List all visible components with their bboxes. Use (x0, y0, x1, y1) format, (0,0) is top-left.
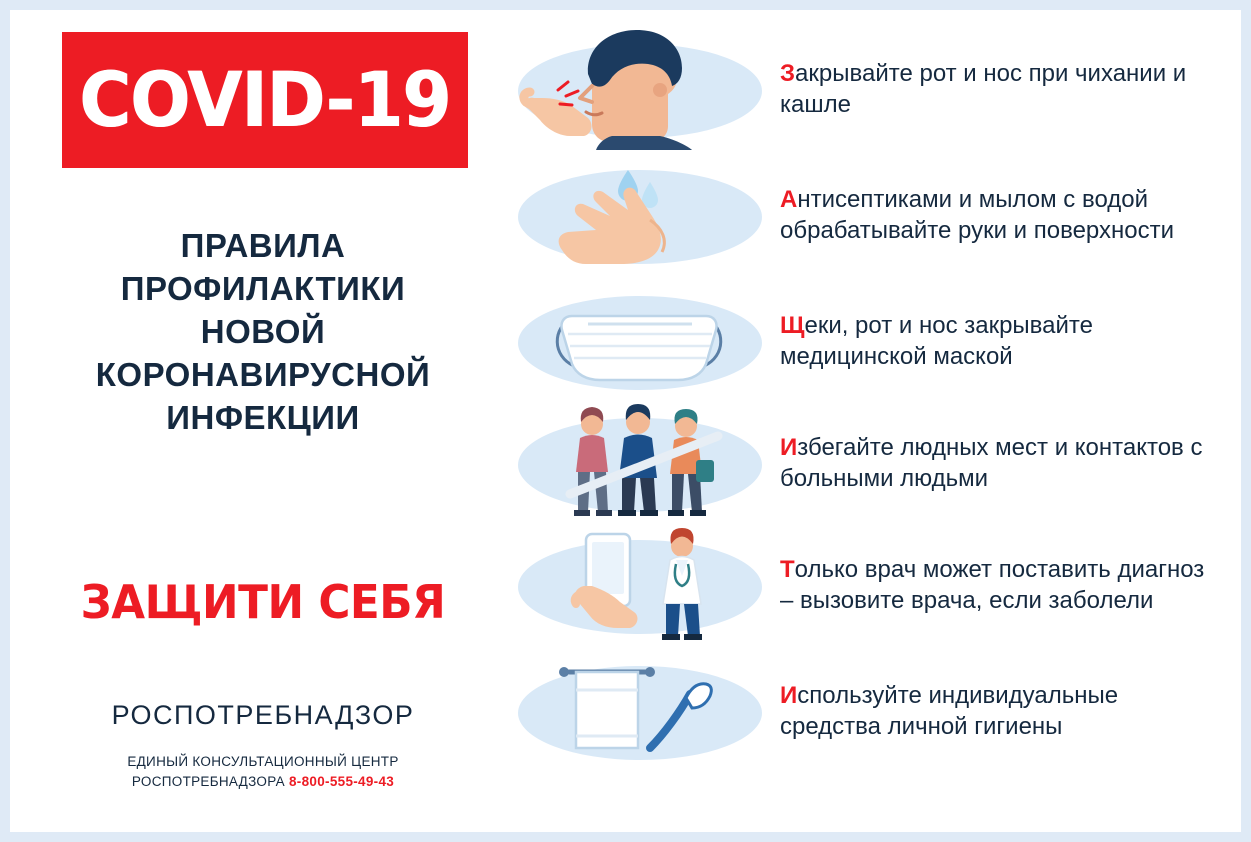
avoid-crowds-icon (500, 402, 780, 524)
sneeze-cough-icon (500, 28, 780, 150)
rule-text (780, 184, 1220, 246)
rule-lead-letter: З (780, 59, 796, 87)
list-item (500, 650, 1220, 772)
rule-body: еки, рот и нос закрывайте медицинской маской (780, 311, 1093, 370)
rule-body: нтисептиками и мылом с водой обрабатывайте руки и поверхности (780, 185, 1174, 244)
rule-lead-letter: И (780, 433, 798, 461)
medical-mask-icon (500, 280, 780, 402)
rule-body: акрывайте рот и нос при чихании и кашле (780, 59, 1187, 118)
hand-wash-illustration (500, 154, 780, 276)
list-item (500, 28, 1220, 150)
rule-body: олько врач может поставить диагноз – вызовите врача, если заболели (780, 555, 1205, 614)
call-doctor-icon (500, 524, 780, 646)
prevention-rules-list (500, 10, 1220, 742)
headline-line-2: ПРОФИЛАКТИКИ (120, 269, 406, 307)
contact-line-1: ЕДИНЫЙ КОНСУЛЬТАЦИОННЫЙ ЦЕНТР (127, 754, 399, 769)
contact-org: РОСПОТРЕБНАДЗОРА (131, 773, 285, 789)
call-doctor-illustration (500, 524, 780, 646)
rule-text (780, 432, 1220, 494)
rule-lead-letter: И (780, 681, 798, 709)
contact-block (38, 752, 488, 791)
organization-name: РОСПОТРЕБНАДЗОР (111, 700, 415, 730)
avoid-crowds-illustration (500, 402, 780, 524)
poster-left-column (28, 10, 498, 815)
contact-line-2 (38, 772, 488, 792)
headline-line-3: НОВОЙ (200, 312, 326, 350)
rule-text (780, 554, 1220, 616)
sneeze-cough-illustration (500, 28, 780, 150)
headline-line-5: ИНФЕКЦИИ (166, 398, 360, 436)
medical-mask-illustration (500, 280, 780, 402)
rule-text (780, 680, 1220, 742)
rule-text (780, 310, 1220, 372)
covid-badge (62, 32, 468, 168)
headline-line-1: ПРАВИЛА (180, 227, 346, 264)
list-item (500, 154, 1220, 276)
hand-wash-icon (500, 154, 780, 276)
rule-lead-letter: Т (780, 555, 795, 583)
personal-hygiene-icon (500, 650, 780, 772)
list-item (500, 402, 1220, 524)
rule-lead-letter: А (780, 185, 798, 213)
page-title (38, 225, 488, 439)
protect-slogan: ЗАЩИТИ СЕБЯ (80, 575, 446, 629)
rule-body: спользуйте индивидуальные средства личной гигиены (780, 681, 1119, 740)
list-item (500, 280, 1220, 402)
rule-text (780, 58, 1220, 120)
contact-phone: 8-800-555-49-43 (289, 773, 395, 789)
rule-lead-letter: Щ (780, 311, 805, 339)
headline-line-4: КОРОНАВИРУСНОЙ (95, 355, 431, 393)
list-item (500, 524, 1220, 646)
covid-badge-label: COVID-19 (79, 55, 451, 144)
rule-body: збегайте людных мест и контактов с больными людьми (780, 433, 1203, 492)
personal-hygiene-illustration (500, 650, 780, 772)
